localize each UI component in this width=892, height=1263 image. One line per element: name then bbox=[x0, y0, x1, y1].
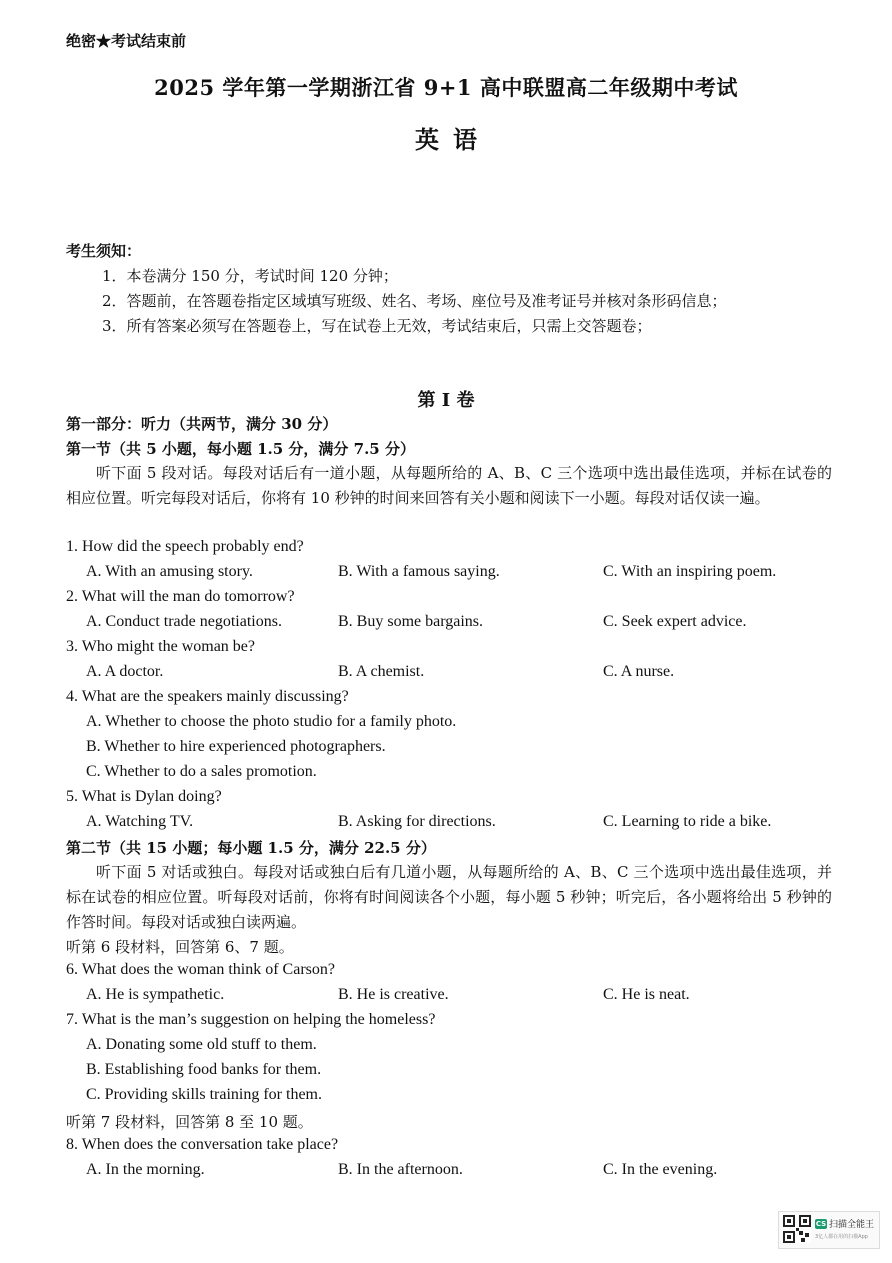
qr-code-icon bbox=[783, 1215, 811, 1243]
option-a: A. A doctor. bbox=[86, 663, 164, 680]
material-7-heading: 听第 7 段材料，回答第 8 至 10 题。 bbox=[66, 1113, 313, 1131]
option-c: C. Whether to do a sales promotion. bbox=[86, 763, 317, 780]
option-b: B. Whether to hire experienced photographers. bbox=[86, 738, 386, 755]
notice-item: 2．答题前，在答题卷指定区域填写班级、姓名、考场、座位号及准考证号并核对条形码信息； bbox=[102, 292, 727, 310]
section2-title: 第二节（共 15 小题；每小题 1.5 分，满分 22.5 分） bbox=[66, 839, 436, 857]
option-a: A. With an amusing story. bbox=[86, 563, 253, 580]
option-b: B. With a famous saying. bbox=[338, 563, 500, 580]
option-b: B. Establishing food banks for them. bbox=[86, 1061, 322, 1078]
question-stem: 8. When does the conversation take place? bbox=[66, 1136, 339, 1153]
option-c: C. Learning to ride a bike. bbox=[603, 813, 772, 830]
camscanner-logo: CS bbox=[815, 1220, 827, 1228]
option-b: B. Buy some bargains. bbox=[338, 613, 484, 630]
option-b: B. Asking for directions. bbox=[338, 813, 496, 830]
secret-mark: 绝密★考试结束前 bbox=[66, 32, 187, 50]
question-stem: 3. Who might the woman be? bbox=[66, 638, 255, 655]
question-stem: 6. What does the woman think of Carson? bbox=[66, 961, 335, 978]
option-a: A. Donating some old stuff to them. bbox=[86, 1036, 317, 1053]
option-c: C. A nurse. bbox=[603, 663, 675, 680]
notice-item: 1．本卷满分 150 分，考试时间 120 分钟； bbox=[102, 267, 398, 285]
question-stem: 5. What is Dylan doing? bbox=[66, 788, 222, 805]
question-stem: 2. What will the man do tomorrow? bbox=[66, 588, 295, 605]
notice-item: 3．所有答案必须写在答题卷上，写在试卷上无效，考试结束后，只需上交答题卷； bbox=[102, 317, 652, 335]
question-stem: 7. What is the man’s suggestion on helping the homeless? bbox=[66, 1011, 436, 1028]
option-c: C. Seek expert advice. bbox=[603, 613, 747, 630]
part1-title: 第一部分：听力（共两节，满分 30 分） bbox=[66, 415, 338, 433]
subject-title: 英语 bbox=[415, 125, 491, 154]
section1-title: 第一节（共 5 小题，每小题 1.5 分，满分 7.5 分） bbox=[66, 440, 415, 458]
section2-instruction: 听下面 5 对话或独白。每段对话或独白后有几道小题，从每题所给的 A、B、C 三个选项中选出最佳选项，并标在试卷的相应位置。听每段对话前，你将有时间阅读各个小题，每小题 5 秒钟；听完后，各小题将给出 5 秒钟的作答时间。每段对话或独白读两遍。 bbox=[66, 863, 832, 931]
option-a: A. He is sympathetic. bbox=[86, 986, 225, 1003]
option-b: B. In the afternoon. bbox=[338, 1161, 463, 1178]
option-c: C. In the evening. bbox=[603, 1161, 718, 1178]
section1-instruction: 听下面 5 段对话。每段对话后有一道小题，从每题所给的 A、B、C 三个选项中选出最佳选项，并标在试卷的相应位置。听完每段对话后，你将有 10 秒钟的时间来回答有关小题和阅读下一小题。每段对话仅读一遍。 bbox=[66, 464, 832, 507]
option-c: C. Providing skills training for them. bbox=[86, 1086, 322, 1103]
scanner-tagline: 3亿人都在用的扫描App bbox=[815, 1234, 868, 1240]
option-b: B. He is creative. bbox=[338, 986, 449, 1003]
exam-title: 2025 学年第一学期浙江省 9+1 高中联盟高二年级期中考试 bbox=[154, 75, 738, 100]
option-a: A. Watching TV. bbox=[86, 813, 194, 830]
scanner-watermark bbox=[778, 1211, 880, 1249]
option-a: A. Whether to choose the photo studio for a family photo. bbox=[86, 713, 457, 730]
volume-title: 第 I 卷 bbox=[417, 390, 475, 411]
option-c: C. With an inspiring poem. bbox=[603, 563, 777, 580]
question-stem: 1. How did the speech probably end? bbox=[66, 538, 304, 555]
notice-heading: 考生须知： bbox=[66, 242, 142, 260]
question-stem: 4. What are the speakers mainly discussing? bbox=[66, 688, 349, 705]
scanner-app-name: 扫描全能王 bbox=[829, 1220, 875, 1230]
option-a: A. In the morning. bbox=[86, 1161, 205, 1178]
option-a: A. Conduct trade negotiations. bbox=[86, 613, 282, 630]
option-b: B. A chemist. bbox=[338, 663, 425, 680]
material-6-heading: 听第 6 段材料，回答第 6、7 题。 bbox=[66, 938, 294, 956]
option-c: C. He is neat. bbox=[603, 986, 690, 1003]
